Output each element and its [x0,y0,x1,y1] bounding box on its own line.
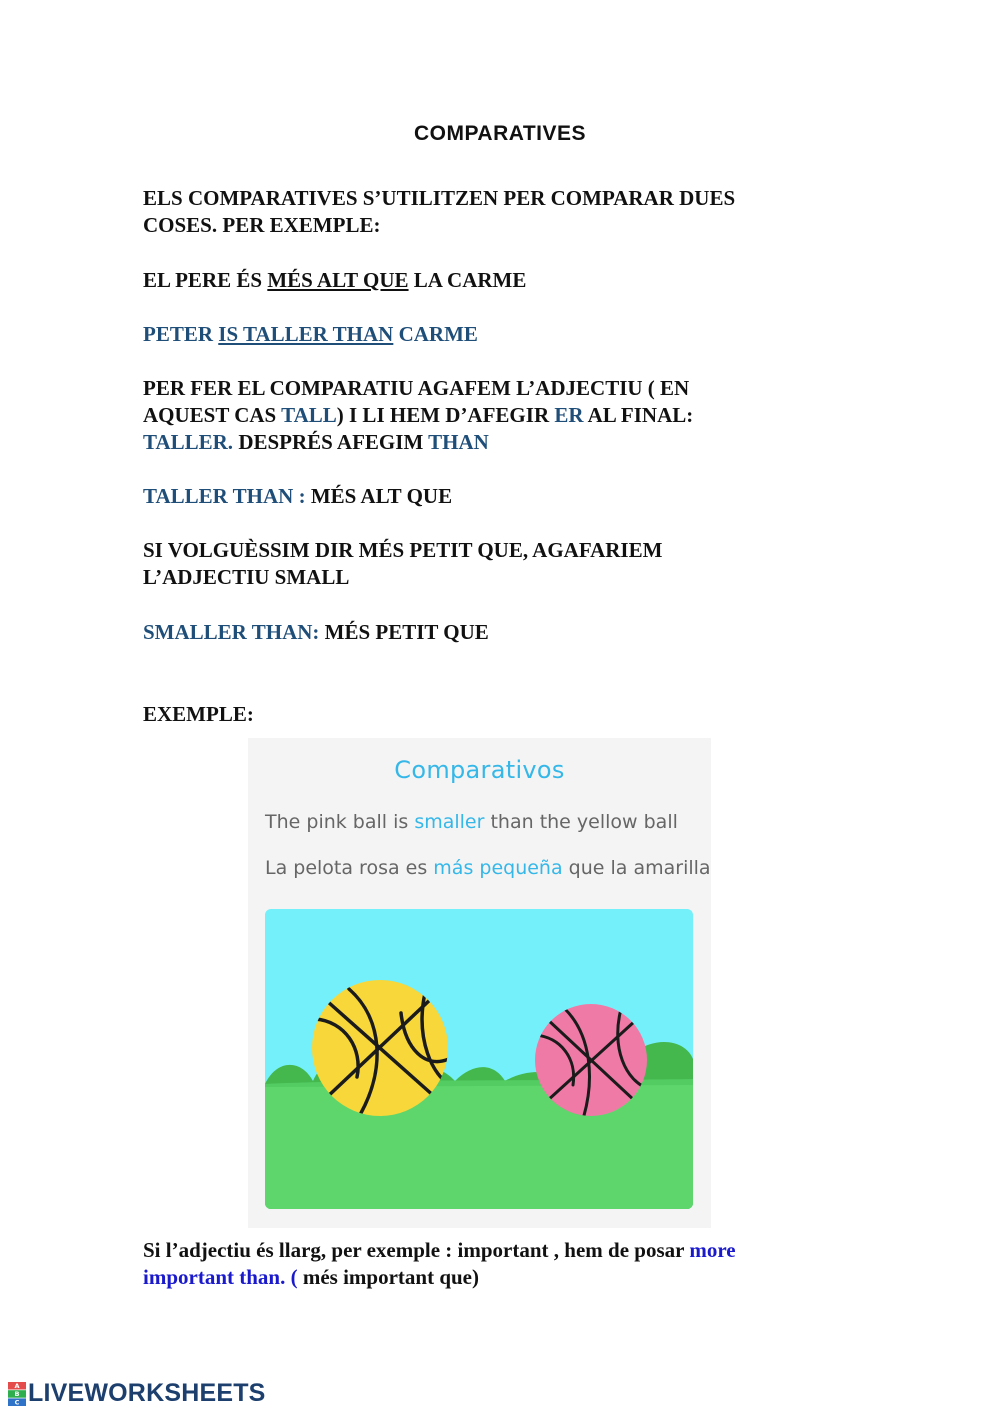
logo-letter-a: A [14,1381,20,1390]
rule-word-than: THAN [428,430,489,454]
smaller-than-en: SMALLER THAN: [143,620,320,644]
smaller-than-line [143,619,863,646]
rule-line-2a: AQUEST CAS [143,403,282,427]
footer-brand-text: LIVEWORKSHEETS [28,1379,266,1407]
example-catalan-underlined: MÉS ALT QUE [267,268,409,292]
rule-line-1: PER FER EL COMPARATIU AGAFEM L’ADJECTIU ( EN [143,376,690,400]
example-catalan [143,267,863,294]
rule-line-3b: DESPRÉS AFEGIM [233,430,429,454]
illustration-title: Comparativos [394,756,565,784]
rule-word-tall: TALL [281,403,337,427]
es-sentence-end: que la amarilla [562,857,711,879]
intro-paragraph [143,185,863,239]
en-sentence-start: The pink ball is [265,811,415,833]
rule-suffix-er: ER [554,403,584,427]
grass [265,1084,693,1209]
balls-scene [265,909,693,1209]
rule-paragraph [143,375,863,456]
en-sentence-end: than the yellow ball [484,811,678,833]
long-line-2a: important than. ( [143,1265,298,1289]
rule-word-taller: TALLER. [143,430,234,454]
intro-line-2: COSES. PER EXEMPLE: [143,213,381,237]
small-line-1: SI VOLGUÈSSIM DIR MÉS PETIT QUE, AGAFARIEM [143,538,663,562]
example-english-before: PETER [143,322,219,346]
page-title: COMPARATIVES [413,122,587,145]
footer-brand[interactable] [8,1379,266,1408]
illustration-english-sentence [265,811,705,833]
example-label: EXEMPLE: [143,702,254,726]
taller-than-line [143,483,863,510]
example-english-after: CARME [393,322,478,346]
logo-letter-b: B [14,1389,20,1398]
comparatives-illustration [248,738,711,1228]
rule-line-2c: ) I LI HEM D’AFEGIR [336,403,555,427]
es-sentence-highlight: más pequeña [433,857,563,879]
smaller-than-ca: MÉS PETIT QUE [319,620,489,644]
liveworksheets-logo-icon [8,1382,26,1406]
example-catalan-after: LA CARME [408,268,527,292]
example-english-underlined: IS TALLER THAN [218,322,394,346]
small-paragraph [143,537,863,591]
example-catalan-before: EL PERE ÉS [143,268,268,292]
taller-than-ca: MÉS ALT QUE [305,484,453,508]
en-sentence-highlight: smaller [414,811,485,833]
long-line-2b: més important que) [297,1265,479,1289]
long-word-more: more [689,1238,736,1262]
long-adjective-paragraph [143,1237,863,1291]
logo-letter-c: C [14,1397,20,1406]
illustration-spanish-sentence [265,857,711,879]
example-english [143,321,863,348]
rule-line-2e: AL FINAL: [583,403,694,427]
taller-than-en: TALLER THAN : [143,484,306,508]
intro-line-1: ELS COMPARATIVES S’UTILITZEN PER COMPARAR DUES [143,186,736,210]
long-line-1a: Si l’adjectiu és llarg, per exemple : important , hem de posar [143,1238,690,1262]
small-line-2: L’ADJECTIU SMALL [143,565,350,589]
es-sentence-start: La pelota rosa es [265,857,434,879]
